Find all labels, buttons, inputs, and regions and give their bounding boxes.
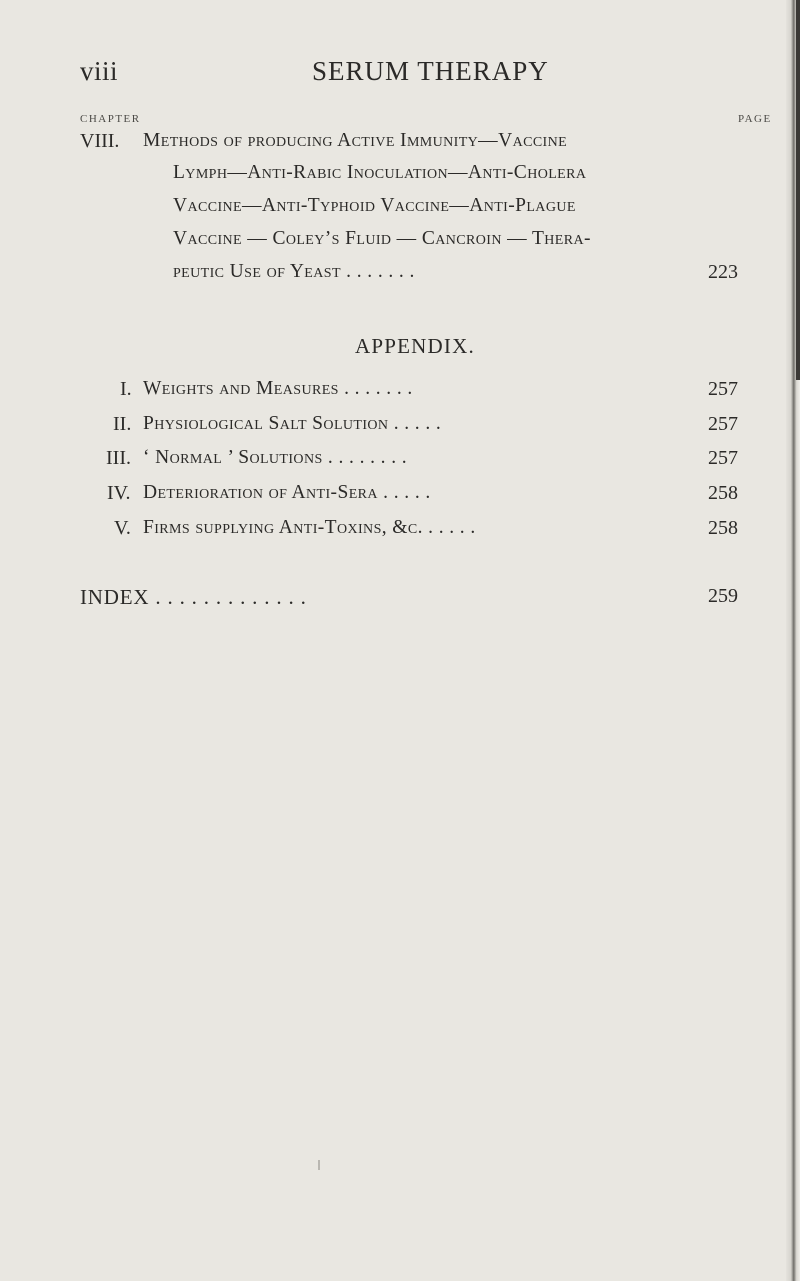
chapter-title-line: peutic Use of Yeast . . . . . . .: [173, 261, 415, 282]
appendix-numeral: V.: [114, 517, 131, 539]
appendix-item-page: 258: [708, 517, 738, 539]
appendix-item-title: Weights and Measures . . . . . . .: [143, 378, 413, 399]
index-entry: INDEX . . . . . . . . . . . . .: [80, 585, 307, 609]
appendix-numeral: I.: [120, 378, 132, 400]
appendix-item-page: 257: [708, 413, 738, 435]
appendix-item-title: Firms supplying Anti-Toxins, &c. . . . . .: [143, 517, 476, 538]
page-binding-edge: [796, 0, 800, 380]
chapter-title-line: Vaccine—Anti-Typhoid Vaccine—Anti-Plague: [173, 195, 576, 216]
appendix-numeral: II.: [113, 413, 132, 435]
index-page-ref: 259: [708, 585, 738, 607]
chapter-page-ref: 223: [708, 261, 738, 283]
paper-blemish: [318, 1160, 320, 1170]
appendix-item-title: ‘ Normal ’ Solutions . . . . . . . .: [143, 447, 408, 468]
chapter-numeral: VIII.: [80, 130, 120, 152]
appendix-numeral: III.: [106, 447, 131, 469]
page-number: viii: [80, 56, 119, 86]
appendix-heading: APPENDIX.: [355, 334, 475, 358]
chapter-title-line: Vaccine — Coley’s Fluid — Cancroin — Thera-: [173, 228, 591, 249]
chapter-column-label: CHAPTER: [80, 113, 141, 125]
appendix-item-title: Physiological Salt Solution . . . . .: [143, 413, 442, 434]
running-title: SERUM THERAPY: [312, 56, 549, 86]
chapter-title-line: Methods of producing Active Immunity—Vaccine: [143, 130, 568, 151]
chapter-title-line: Lymph—Anti-Rabic Inoculation—Anti-Cholera: [173, 162, 587, 183]
page-column-label: PAGE: [738, 113, 772, 125]
appendix-item-page: 257: [708, 378, 738, 400]
appendix-item-title: Deterioration of Anti-Sera . . . . .: [143, 482, 431, 503]
appendix-numeral: IV.: [107, 482, 131, 504]
appendix-item-page: 258: [708, 482, 738, 504]
appendix-item-page: 257: [708, 447, 738, 469]
